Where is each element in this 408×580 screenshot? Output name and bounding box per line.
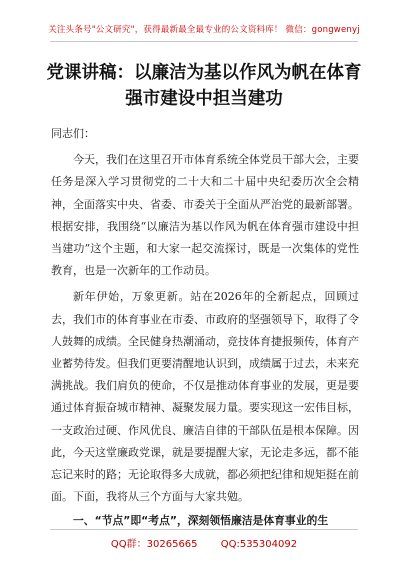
greeting: 同志们： (51, 127, 95, 140)
header-divider (50, 41, 358, 42)
footer-qq-group: QQ群：30265665 (110, 539, 198, 550)
document-body (51, 123, 359, 533)
footer-divider (50, 529, 358, 530)
footer-qq: QQ:535304092 (220, 539, 298, 550)
header-notice: 关注头条号"公文研究"，获得最新最全最专业的公文资料库！ 微信：gongwenyj (48, 25, 360, 35)
document-title: 党课讲稿：以廉洁为基以作风为帆在体育强市建设中担当建功 (46, 63, 362, 109)
paragraph-intro: 今天，我们在这里召开市体育系统全体党员干部大会，主要任务是深入学习贯彻党的二十大和二十届中央纪委历次全会精神，全面落实中央、省委、市委关于全面从严治党的最新部署。根据安排，我围绕“以廉洁为基以作风为帆在体育强市建设中担当建功”这个主题，和大家一起交流探讨，既是一次集体的党性教育，也是一次新年的工作动员。 (51, 153, 359, 278)
paragraph-context: 新年伊始，万象更新。站在2026年的全新起点，回顾过去，我们市的体育事业在市委、市政府的坚强领导下，取得了令人鼓舞的成绩。全民健身热潮涌动，竞技体育捷报频传，体育产业蓄势待发。但我们更要清醒地认识到，成绩属于过去，未来充满挑战。我们肩负的使命，不仅是推动体育事业的发展，更是要通过体育振奋城市精神、凝聚发展力量。要实现这一宏伟目标，一支政治过硬、作风优良、廉洁自律的干部队伍是根本保障。因此，今天这堂廉政党课，就是要提醒大家，无论走多远，都不能忘记来时的路；无论取得多大成就，都必须把纪律和规矩挺在前面。下面，我将从三个方面与大家共勉。 (51, 290, 359, 504)
section-heading: 一、“节点”即“考点”，深刻领悟廉洁是体育事业的生 (73, 514, 329, 528)
footer-contact (0, 535, 408, 550)
